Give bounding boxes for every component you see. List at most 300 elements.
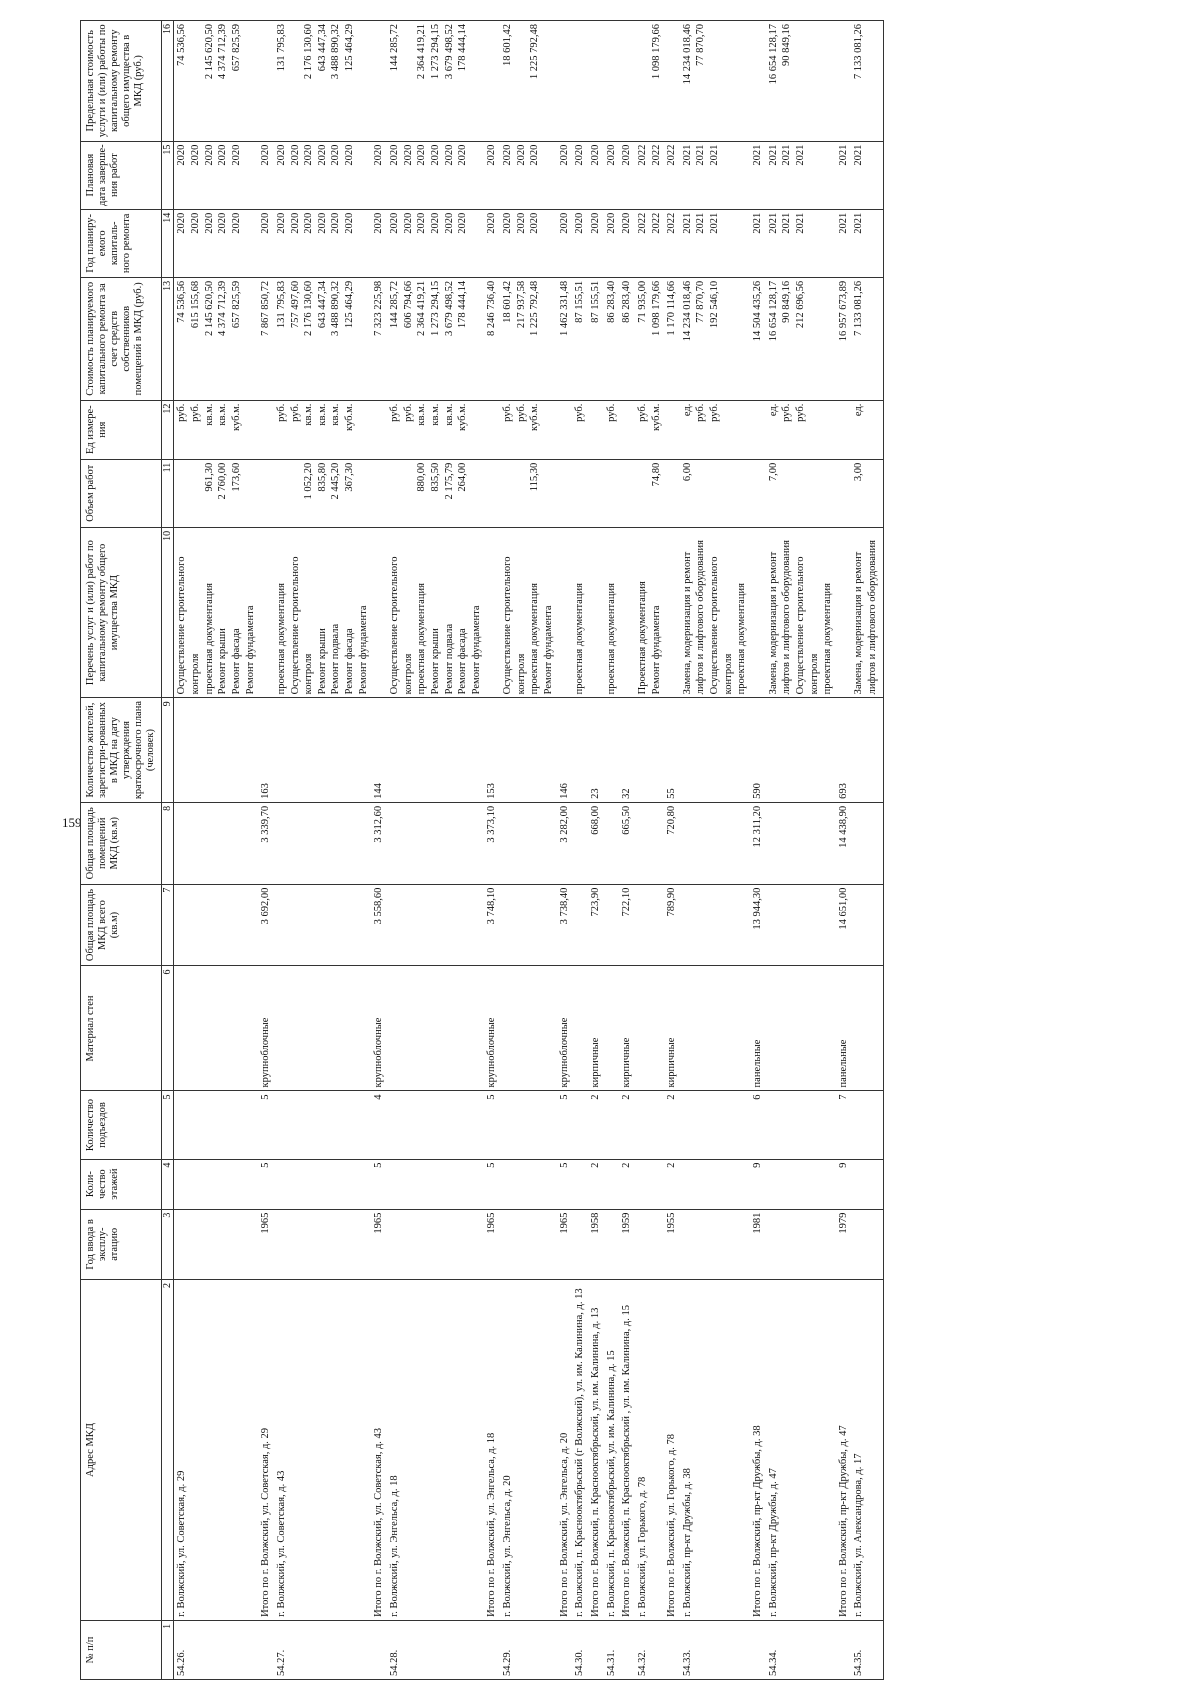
cell-limit — [680, 21, 750, 142]
cell-mat — [680, 966, 750, 1091]
cell-unit-line: куб.м. — [230, 403, 242, 431]
cell-done — [619, 141, 635, 209]
column-number-7: 7 — [162, 884, 174, 966]
cell-unit-line: куб.м. — [344, 403, 356, 431]
cell-vol — [750, 459, 766, 527]
cell-area2 — [387, 802, 484, 884]
cell-done — [680, 141, 750, 209]
cell-yr-line: 2020 — [416, 212, 428, 234]
cell-limit-line: 178 444,14 — [457, 24, 469, 72]
cell-limit-line: 1 225 792,48 — [529, 24, 541, 80]
cell-limit-line — [665, 24, 679, 138]
cell-limit-line — [620, 24, 634, 138]
cell-limit-line: 1 098 179,66 — [650, 24, 662, 80]
cell-yr — [500, 209, 557, 277]
cell-works-line: Замена, модернизация и ремонт лифтов и лифтового оборудования — [767, 540, 793, 695]
cell-limit-line: 18 601,42 — [502, 24, 514, 66]
cell-done-line: 2020 — [275, 144, 287, 166]
cell-cost-line: 757 497,60 — [289, 280, 301, 329]
cell-unit-line: кв.м. — [330, 403, 342, 426]
cell-year — [274, 1209, 371, 1279]
cell-addr: Итого по г. Волжский, п. Краснооктябрьский , ул. им. Калинина, д. 15 — [619, 1280, 635, 1621]
cell-entr: 4 — [371, 1091, 387, 1159]
cell-mat: крупноблочные — [557, 966, 573, 1091]
cell-vol — [635, 459, 664, 527]
table-row — [766, 21, 836, 1680]
cell-yr — [258, 209, 274, 277]
cell-done-line: 2020 — [502, 144, 514, 166]
cell-unit-line: руб. — [289, 403, 301, 422]
cell-limit — [572, 21, 588, 142]
cell-yr-line: 2021 — [837, 212, 849, 234]
table-row — [604, 21, 620, 1680]
cell-limit-line — [259, 24, 273, 138]
cell-res: 55 — [664, 698, 680, 803]
cell-year: 1981 — [750, 1209, 766, 1279]
cell-vol-line: 367,30 — [344, 462, 356, 492]
cell-vol-line — [636, 463, 650, 524]
cell-limit — [174, 21, 258, 142]
cell-limit — [851, 21, 884, 142]
cell-addr: Итого по г. Волжский, п. Краснооктябрьский, ул. им. Калинина, д. 13 — [588, 1280, 604, 1621]
cell-res: 590 — [750, 698, 766, 803]
cell-done-line: 2020 — [230, 144, 242, 166]
cell-done-line: 2020 — [416, 144, 428, 166]
cell-cost-line: 606 794,66 — [402, 280, 414, 329]
cell-yr — [484, 209, 500, 277]
cell-res: 23 — [588, 698, 604, 803]
cell-works-line — [558, 531, 572, 694]
cell-cost-line: 87 155,51 — [574, 280, 586, 323]
cell-vol-line: 74,80 — [650, 462, 662, 487]
cell-cost-line: 14 504 435,26 — [752, 280, 763, 342]
cell-entr: 5 — [484, 1091, 500, 1159]
cell-yr-line: 2020 — [529, 212, 541, 234]
cell-done — [258, 141, 274, 209]
cell-mat — [604, 966, 620, 1091]
column-number-3: 3 — [162, 1209, 174, 1279]
column-number-1: 1 — [162, 1620, 174, 1679]
cell-entr — [635, 1091, 664, 1159]
cell-area — [851, 884, 884, 966]
cell-yr-line: 2022 — [666, 212, 678, 234]
cell-cost-line: 1 170 114,66 — [666, 280, 678, 336]
cell-yr-line: 2021 — [681, 212, 693, 234]
column-number-15: 15 — [162, 141, 174, 209]
cell-works-line: Ремонт подвала — [443, 623, 455, 695]
cell-area2 — [274, 802, 371, 884]
cell-limit-line — [189, 24, 203, 138]
cell-floors: 5 — [258, 1159, 274, 1209]
cell-vol-line — [259, 463, 273, 524]
cell-yr-line: 2021 — [695, 212, 707, 234]
cell-year: 1965 — [557, 1209, 573, 1279]
cell-yr-line: 2020 — [260, 212, 272, 234]
cell-limit-line: 125 464,29 — [344, 24, 356, 72]
cell-yr-line: 2020 — [230, 212, 242, 234]
cell-yr-line: 2021 — [853, 212, 865, 234]
cell-works-line: проектная документация — [529, 583, 541, 695]
cell-num: 54.30. — [572, 1620, 588, 1679]
cell-year: 1958 — [588, 1209, 604, 1279]
cell-unit-line: руб. — [574, 403, 586, 422]
cell-unit-line: кв.м. — [303, 403, 315, 426]
cell-area2 — [500, 802, 557, 884]
cell-unit-line: руб. — [781, 403, 793, 422]
cell-addr: Итого по г. Волжский, пр-кт Дружбы, д. 47 — [836, 1280, 852, 1621]
cell-area2: 3 373,10 — [484, 802, 500, 884]
cell-entr: 6 — [750, 1091, 766, 1159]
cell-cost-line: 3 488 890,32 — [330, 280, 342, 337]
cell-unit-line: руб. — [176, 403, 188, 422]
cell-vol — [274, 459, 371, 527]
cell-works-line — [620, 531, 634, 694]
cell-yr-line: 2020 — [330, 212, 342, 234]
cell-works — [680, 527, 750, 697]
cell-cost-line: 615 155,68 — [190, 280, 202, 329]
cell-works-line — [837, 531, 851, 694]
cell-num: 54.34. — [766, 1620, 836, 1679]
cell-yr — [604, 209, 620, 277]
cell-yr-line: 2020 — [275, 212, 287, 234]
cell-yr — [851, 209, 884, 277]
cell-done-line: 2022 — [636, 144, 648, 166]
cell-works — [274, 527, 371, 697]
cell-vol-line — [837, 463, 851, 524]
cell-done — [572, 141, 588, 209]
cell-done — [484, 141, 500, 209]
cell-yr-line: 2021 — [794, 212, 806, 234]
cell-num — [371, 1620, 387, 1679]
cell-vol-line — [289, 463, 303, 524]
cell-limit — [588, 21, 604, 142]
cell-vol — [664, 459, 680, 527]
cell-cost — [635, 277, 664, 400]
cell-area: 723,90 — [588, 884, 604, 966]
cell-unit-line: куб.м. — [457, 403, 469, 431]
cell-limit-line — [794, 24, 808, 138]
cell-done — [557, 141, 573, 209]
cell-cost-line: 16 654 128,17 — [767, 280, 779, 342]
cell-cost-line: 8 246 736,40 — [486, 280, 498, 337]
cell-num: 54.28. — [387, 1620, 484, 1679]
cell-works-line: Ремонт крыши — [217, 628, 229, 695]
cell-unit — [836, 400, 852, 459]
cell-cost-line: 178 444,14 — [457, 280, 469, 329]
cell-limit-line: 77 870,70 — [695, 24, 707, 66]
cell-vol — [387, 459, 484, 527]
cell-vol-line — [780, 463, 794, 524]
cell-works — [619, 527, 635, 697]
cell-cost — [274, 277, 371, 400]
cell-works-line: Ремонт фундамента — [244, 605, 256, 695]
cell-res — [174, 698, 258, 803]
cell-area2: 668,00 — [588, 802, 604, 884]
cell-done-line: 2021 — [794, 144, 806, 166]
cell-works-line: Проектная документация — [636, 581, 648, 695]
cell-year: 1959 — [619, 1209, 635, 1279]
cell-limit-line — [708, 24, 722, 138]
table-row — [174, 21, 258, 1680]
cell-addr: Итого по г. Волжский, ул. Горького, д. 78 — [664, 1280, 680, 1621]
cell-unit — [750, 400, 766, 459]
cell-addr: г. Волжский, ул. Энгельса, д. 18 — [387, 1280, 484, 1621]
cell-area2 — [572, 802, 588, 884]
cell-limit-line: 14 234 018,46 — [681, 24, 693, 85]
cell-works-line: Ремонт фундамента — [543, 605, 555, 695]
cell-year — [604, 1209, 620, 1279]
cell-year — [766, 1209, 836, 1279]
cell-done-line: 2020 — [344, 144, 356, 166]
cell-entr: 2 — [588, 1091, 604, 1159]
cell-res — [387, 698, 484, 803]
cell-year — [635, 1209, 664, 1279]
cell-vol-line: 264,00 — [457, 462, 469, 492]
cell-limit-line — [372, 24, 386, 138]
cell-yr-line: 2020 — [429, 212, 441, 234]
cell-limit-line — [589, 24, 603, 138]
cell-works — [635, 527, 664, 697]
cell-vol — [680, 459, 750, 527]
table-row — [851, 21, 884, 1680]
cell-unit-line: руб. — [515, 403, 527, 422]
cell-year — [174, 1209, 258, 1279]
column-header-6: Материал стен — [81, 966, 162, 1091]
cell-works-line: Замена, модернизация и ремонт лифтов и лифтового оборудования — [853, 540, 879, 695]
cell-unit-line: кв.м. — [217, 403, 229, 426]
cell-cost-line: 74 536,56 — [176, 280, 188, 323]
cell-cost — [766, 277, 836, 400]
column-header-7: Общая площадь МКД всего (кв.м) — [81, 884, 162, 966]
cell-year: 1965 — [371, 1209, 387, 1279]
cell-works — [604, 527, 620, 697]
cell-works-line: Осуществление строительного контроля — [502, 556, 527, 695]
cell-yr-line: 2021 — [709, 212, 721, 234]
cell-floors — [635, 1159, 664, 1209]
cell-limit-line — [573, 24, 587, 138]
cell-addr: г. Волжский, ул. Александрова, д. 17 — [851, 1280, 884, 1621]
cell-yr-line: 2020 — [388, 212, 400, 234]
cell-limit-line: 657 825,59 — [230, 24, 242, 72]
cell-vol-line — [175, 463, 189, 524]
cell-num: 54.29. — [500, 1620, 557, 1679]
cell-vol-line — [605, 463, 619, 524]
cell-yr-line: 2020 — [558, 212, 570, 234]
cell-done — [750, 141, 766, 209]
cell-mat: крупноблочные — [258, 966, 274, 1091]
cell-unit-line — [837, 404, 851, 456]
cell-area2: 3 312,60 — [371, 802, 387, 884]
cell-done-line: 2020 — [190, 144, 202, 166]
cell-area2 — [635, 802, 664, 884]
cell-floors: 5 — [371, 1159, 387, 1209]
cell-entr — [572, 1091, 588, 1159]
column-number-13: 13 — [162, 277, 174, 400]
cell-cost-line: 7 323 225,98 — [373, 280, 385, 337]
cell-res — [572, 698, 588, 803]
cell-unit-line: ед. — [853, 403, 865, 417]
cell-done-line: 2021 — [709, 144, 721, 166]
cell-limit — [750, 21, 766, 142]
cell-vol-line: 835,50 — [429, 462, 441, 492]
column-header-16: Предельная стоимость услуги и (или) работы по капитальному ремонту общего имущества в МКД (руб.) — [81, 21, 162, 142]
cell-yr-line: 2020 — [190, 212, 202, 234]
cell-unit — [274, 400, 371, 459]
cell-works-line: Осуществление строительного контроля — [794, 556, 820, 695]
cell-year — [680, 1209, 750, 1279]
cell-vol-line — [751, 463, 765, 524]
cell-yr-line: 2020 — [402, 212, 414, 234]
cell-unit-line: руб. — [636, 403, 648, 422]
column-header-10: Перечень услуг и (или) работ по капитальному ремонту общего имущества МКД — [81, 527, 162, 697]
cell-works-line — [665, 531, 679, 694]
cell-done-line: 2020 — [388, 144, 400, 166]
cell-unit — [371, 400, 387, 459]
cell-year: 1979 — [836, 1209, 852, 1279]
cell-area — [174, 884, 258, 966]
cell-res: 163 — [258, 698, 274, 803]
cell-entr — [680, 1091, 750, 1159]
cell-mat — [500, 966, 557, 1091]
cell-floors — [572, 1159, 588, 1209]
cell-cost — [750, 277, 766, 400]
table-row — [664, 21, 680, 1680]
cell-yr-line: 2022 — [636, 212, 648, 234]
cell-res: 146 — [557, 698, 573, 803]
cell-mat: кирпичные — [619, 966, 635, 1091]
cell-cost — [572, 277, 588, 400]
cell-addr: г. Волжский, ул. Энгельса, д. 20 — [500, 1280, 557, 1621]
cell-limit — [557, 21, 573, 142]
cell-works-line — [372, 531, 386, 694]
cell-cost-line: 192 546,10 — [709, 280, 721, 329]
cell-limit — [836, 21, 852, 142]
cell-area2 — [766, 802, 836, 884]
cell-unit-line: куб.м. — [650, 403, 662, 431]
cell-unit-line: руб. — [794, 403, 806, 422]
column-number-14: 14 — [162, 209, 174, 277]
cell-num — [664, 1620, 680, 1679]
column-number-4: 4 — [162, 1159, 174, 1209]
cell-works-line: проектная документация — [275, 583, 287, 695]
cell-unit — [588, 400, 604, 459]
cell-done-line: 2020 — [621, 144, 633, 166]
cell-num — [258, 1620, 274, 1679]
cell-area — [500, 884, 557, 966]
cell-unit-line: куб.м. — [529, 403, 541, 431]
table-row — [371, 21, 387, 1680]
cell-unit-line — [259, 404, 273, 456]
cell-res: 144 — [371, 698, 387, 803]
cell-unit — [635, 400, 664, 459]
cell-cost-line: 1 098 179,66 — [650, 280, 662, 337]
repair-plan-table — [80, 20, 884, 1680]
table-body — [174, 21, 884, 1680]
cell-unit-line — [372, 404, 386, 456]
cell-res: 32 — [619, 698, 635, 803]
cell-works — [851, 527, 884, 697]
cell-done-line: 2020 — [443, 144, 455, 166]
cell-cost — [664, 277, 680, 400]
cell-works-line: Ремонт подвала — [330, 623, 342, 695]
cell-floors — [766, 1159, 836, 1209]
cell-limit-line: 90 849,16 — [781, 24, 793, 66]
cell-vol-line: 173,60 — [230, 462, 242, 492]
cell-unit — [619, 400, 635, 459]
cell-vol — [836, 459, 852, 527]
cell-done-line: 2021 — [837, 144, 849, 166]
cell-num — [750, 1620, 766, 1679]
cell-entr — [851, 1091, 884, 1159]
cell-done-line: 2020 — [605, 144, 617, 166]
cell-area: 14 651,00 — [836, 884, 852, 966]
cell-unit-line: кв.м. — [203, 403, 215, 426]
cell-works-line: проектная документация — [736, 583, 748, 695]
cell-area: 789,90 — [664, 884, 680, 966]
cell-done-line: 2020 — [260, 144, 272, 166]
cell-cost-line: 86 283,40 — [605, 280, 617, 323]
cell-works-line — [751, 531, 765, 694]
table-row — [572, 21, 588, 1680]
cell-unit — [604, 400, 620, 459]
rotated-table-frame — [80, 20, 1165, 1680]
cell-done-line: 2020 — [303, 144, 315, 166]
cell-done-line: 2020 — [429, 144, 441, 166]
cell-entr — [500, 1091, 557, 1159]
cell-cost — [604, 277, 620, 400]
cell-cost — [387, 277, 484, 400]
cell-cost-line: 4 374 712,39 — [217, 280, 229, 337]
cell-res — [500, 698, 557, 803]
cell-cost — [258, 277, 274, 400]
cell-unit-line: руб. — [502, 403, 514, 422]
cell-res — [851, 698, 884, 803]
cell-done-line: 2020 — [289, 144, 301, 166]
cell-vol — [500, 459, 557, 527]
cell-entr: 5 — [557, 1091, 573, 1159]
cell-done-line: 2020 — [176, 144, 188, 166]
cell-vol-line — [515, 463, 529, 524]
cell-yr-line: 2021 — [752, 212, 763, 234]
cell-yr-line: 2020 — [289, 212, 301, 234]
cell-vol-line — [573, 463, 587, 524]
cell-cost — [484, 277, 500, 400]
cell-vol — [588, 459, 604, 527]
cell-res — [635, 698, 664, 803]
cell-done — [274, 141, 371, 209]
cell-yr-line: 2020 — [457, 212, 469, 234]
cell-cost-line: 71 935,00 — [636, 280, 648, 323]
cell-cost-line: 7 133 081,26 — [853, 280, 865, 337]
cell-vol-line: 961,30 — [203, 462, 215, 492]
cell-area: 3 748,10 — [484, 884, 500, 966]
cell-yr-line: 2021 — [781, 212, 793, 234]
cell-vol-line — [189, 463, 203, 524]
cell-vol — [572, 459, 588, 527]
cell-limit-line: 3 679 498,52 — [443, 24, 455, 80]
cell-cost — [836, 277, 852, 400]
cell-vol-line — [275, 463, 289, 524]
table-row — [484, 21, 500, 1680]
cell-done-line: 2020 — [316, 144, 328, 166]
cell-done — [588, 141, 604, 209]
cell-done — [174, 141, 258, 209]
cell-vol — [371, 459, 387, 527]
column-number-11: 11 — [162, 459, 174, 527]
cell-limit-line — [837, 24, 851, 138]
cell-vol-line: 1 052,20 — [303, 462, 315, 500]
cell-cost-line: 212 696,56 — [794, 280, 806, 329]
